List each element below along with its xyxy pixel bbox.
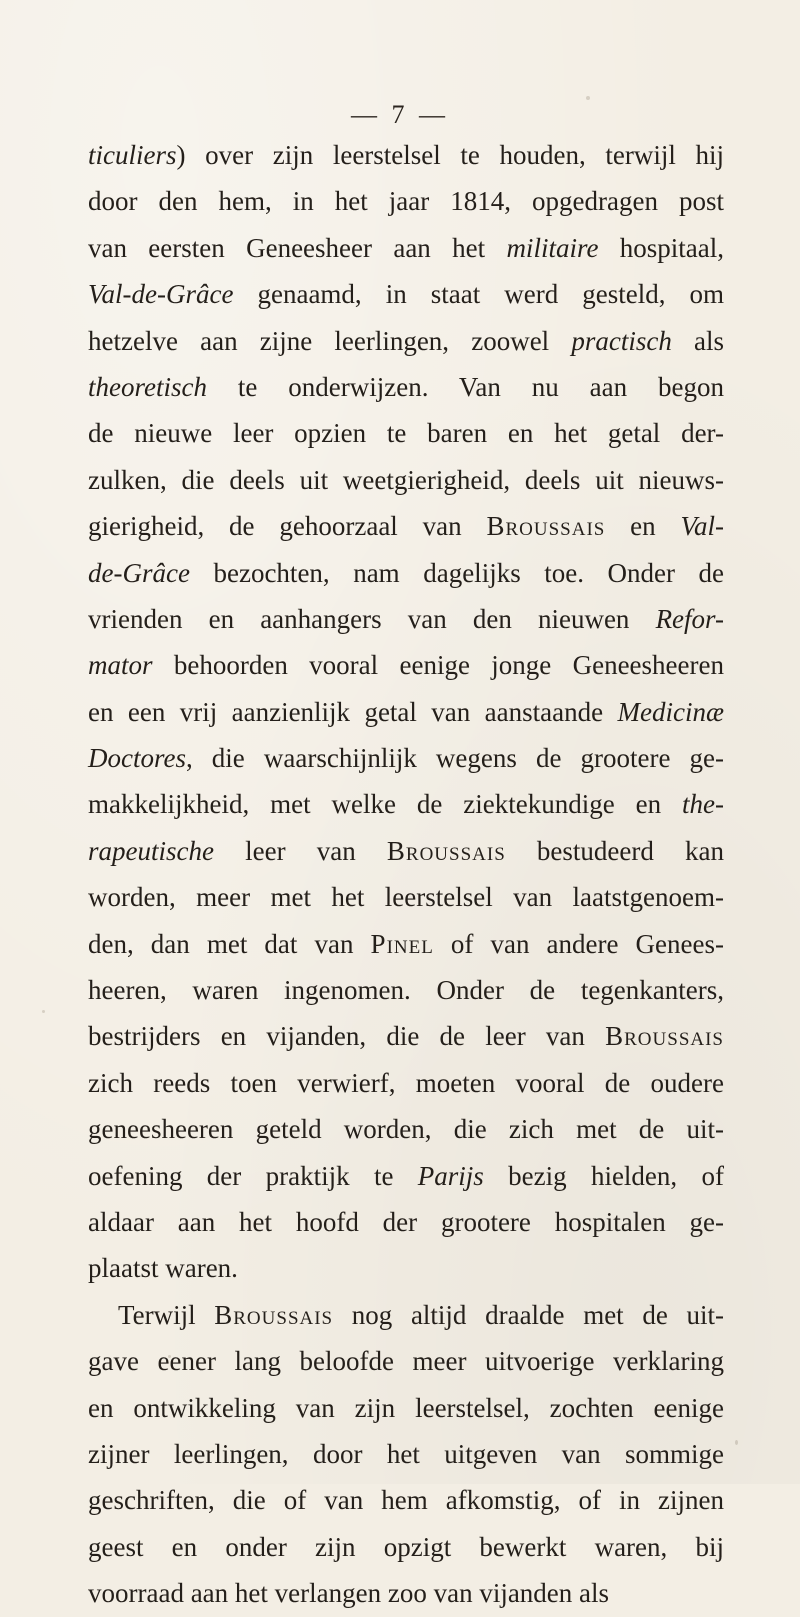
small-caps-name: Broussais <box>214 1299 334 1330</box>
text-run: van eersten Geneesheer aan het <box>88 232 507 263</box>
text-run: en ontwikkeling van zijn leerstelsel, zochten eenige <box>88 1392 724 1423</box>
text-run: zich reeds toen verwierf, moeten vooral de oudere <box>88 1067 724 1098</box>
text-line <box>88 1338 724 1384</box>
small-caps-name: Broussais <box>605 1021 724 1052</box>
text-run: heeren, waren ingenomen. Onder de tegenkanters, <box>88 975 724 1006</box>
text-line <box>88 874 724 920</box>
text-line <box>88 1060 724 1106</box>
text-line <box>88 271 724 317</box>
text-run: vrienden en aanhangers van den nieuwen <box>88 603 656 634</box>
paper-speck <box>735 1440 738 1445</box>
text-line <box>88 318 724 364</box>
text-run: worden, meer met het leerstelsel van laatstgenoem- <box>88 882 724 913</box>
text-run: bestrijders en vijanden, die de leer van <box>88 1021 606 1052</box>
italic-text: mator <box>88 650 153 681</box>
body-text <box>88 132 724 1617</box>
text-run: makkelijkheid, met welke de ziektekundige en <box>88 789 683 820</box>
page-number: — 7 — <box>351 100 449 129</box>
text-line <box>88 225 724 271</box>
text-run: Terwijl <box>118 1299 215 1330</box>
text-run: voorraad aan het verlangen zoo van vijanden als <box>88 1578 610 1609</box>
text-run: bezig hielden, of <box>483 1160 725 1191</box>
text-run: geneesheeren geteld worden, die zich met de uit- <box>88 1114 724 1145</box>
text-line <box>88 503 724 549</box>
text-run: hospitaal, <box>598 232 724 263</box>
text-line <box>88 1245 724 1291</box>
text-line <box>88 1524 724 1570</box>
text-run: en <box>605 511 681 542</box>
text-line <box>88 457 724 503</box>
text-line <box>88 967 724 1013</box>
text-run: zijner leerlingen, door het uitgeven van sommige <box>88 1438 724 1469</box>
italic-text: Parijs <box>417 1160 484 1191</box>
text-line <box>88 735 724 781</box>
italic-text: ticuliers <box>88 140 177 170</box>
text-run: ) over zijn leerstelsel te houden, terwijl hij <box>176 140 724 170</box>
text-line <box>88 132 724 178</box>
text-line <box>88 1013 724 1059</box>
text-run: leer van <box>213 835 387 866</box>
small-caps-name: Broussais <box>486 511 606 542</box>
text-run: plaatst waren. <box>88 1253 238 1284</box>
text-run: oefening der praktijk te <box>88 1160 418 1191</box>
text-run: aldaar aan het hoofd der grootere hospitalen ge- <box>88 1206 724 1237</box>
text-run: te onderwijzen. Van nu aan begon <box>206 371 724 402</box>
text-line <box>88 1106 724 1152</box>
italic-text: the- <box>682 789 724 820</box>
text-run: genaamd, in staat werd gesteld, om <box>233 279 724 310</box>
italic-text: de-Grâce <box>88 557 190 588</box>
text-line <box>88 1199 724 1245</box>
text-run: gierigheid, de gehoorzaal van <box>88 511 487 542</box>
text-run: , die waarschijnlijk wegens de grootere ge- <box>185 743 724 774</box>
text-line <box>88 828 724 874</box>
text-line <box>88 1385 724 1431</box>
text-run: en een vrij aanzienlijk getal van aanstaande <box>88 696 618 727</box>
text-line <box>88 1292 724 1338</box>
italic-text: theoretisch <box>88 371 207 402</box>
italic-text: Val-de-Grâce <box>88 279 234 310</box>
text-line <box>88 921 724 967</box>
text-run: geest en onder zijn opzigt bewerkt waren, bij <box>88 1531 724 1562</box>
small-caps-name: Pinel <box>370 928 434 959</box>
text-run: nog altijd draalde met de uit- <box>333 1299 724 1330</box>
text-run: de nieuwe leer opzien te baren en het getal der- <box>88 418 724 449</box>
text-line <box>88 410 724 456</box>
small-caps-name: Broussais <box>386 835 506 866</box>
italic-text: Medicinæ <box>617 696 724 727</box>
text-line <box>88 596 724 642</box>
italic-text: militaire <box>506 232 599 263</box>
text-run: of van andere Genees- <box>433 928 724 959</box>
text-line <box>88 642 724 688</box>
italic-text: Val- <box>680 511 725 542</box>
text-run: bestudeerd kan <box>505 835 725 866</box>
text-line <box>88 689 724 735</box>
text-run: als <box>671 325 724 356</box>
text-run: behoorden vooral eenige jonge Geneesheeren <box>152 650 724 681</box>
text-line <box>88 1570 724 1616</box>
text-run: gave eener lang beloofde meer uitvoerige verklaring <box>88 1346 724 1377</box>
text-run: den, dan met dat van <box>88 928 371 959</box>
italic-text: practisch <box>571 325 672 356</box>
text-line <box>88 1431 724 1477</box>
italic-text: Doctores <box>88 743 186 774</box>
text-line <box>88 1153 724 1199</box>
text-run: door den hem, in het jaar 1814, opgedragen post <box>88 186 724 217</box>
text-line <box>88 1477 724 1523</box>
paper-speck <box>42 1010 45 1013</box>
text-run: zulken, die deels uit weetgierigheid, deels uit nieuws- <box>88 464 724 495</box>
italic-text: rapeutische <box>88 835 214 866</box>
text-line <box>88 781 724 827</box>
text-run: bezochten, nam dagelijks toe. Onder de <box>189 557 724 588</box>
text-run: geschriften, die of van hem afkomstig, of in zijnen <box>88 1485 724 1516</box>
text-line <box>88 364 724 410</box>
text-line <box>88 550 724 596</box>
italic-text: Refor- <box>655 603 724 634</box>
text-run: hetzelve aan zijne leerlingen, zoowel <box>88 325 572 356</box>
text-line <box>88 178 724 224</box>
